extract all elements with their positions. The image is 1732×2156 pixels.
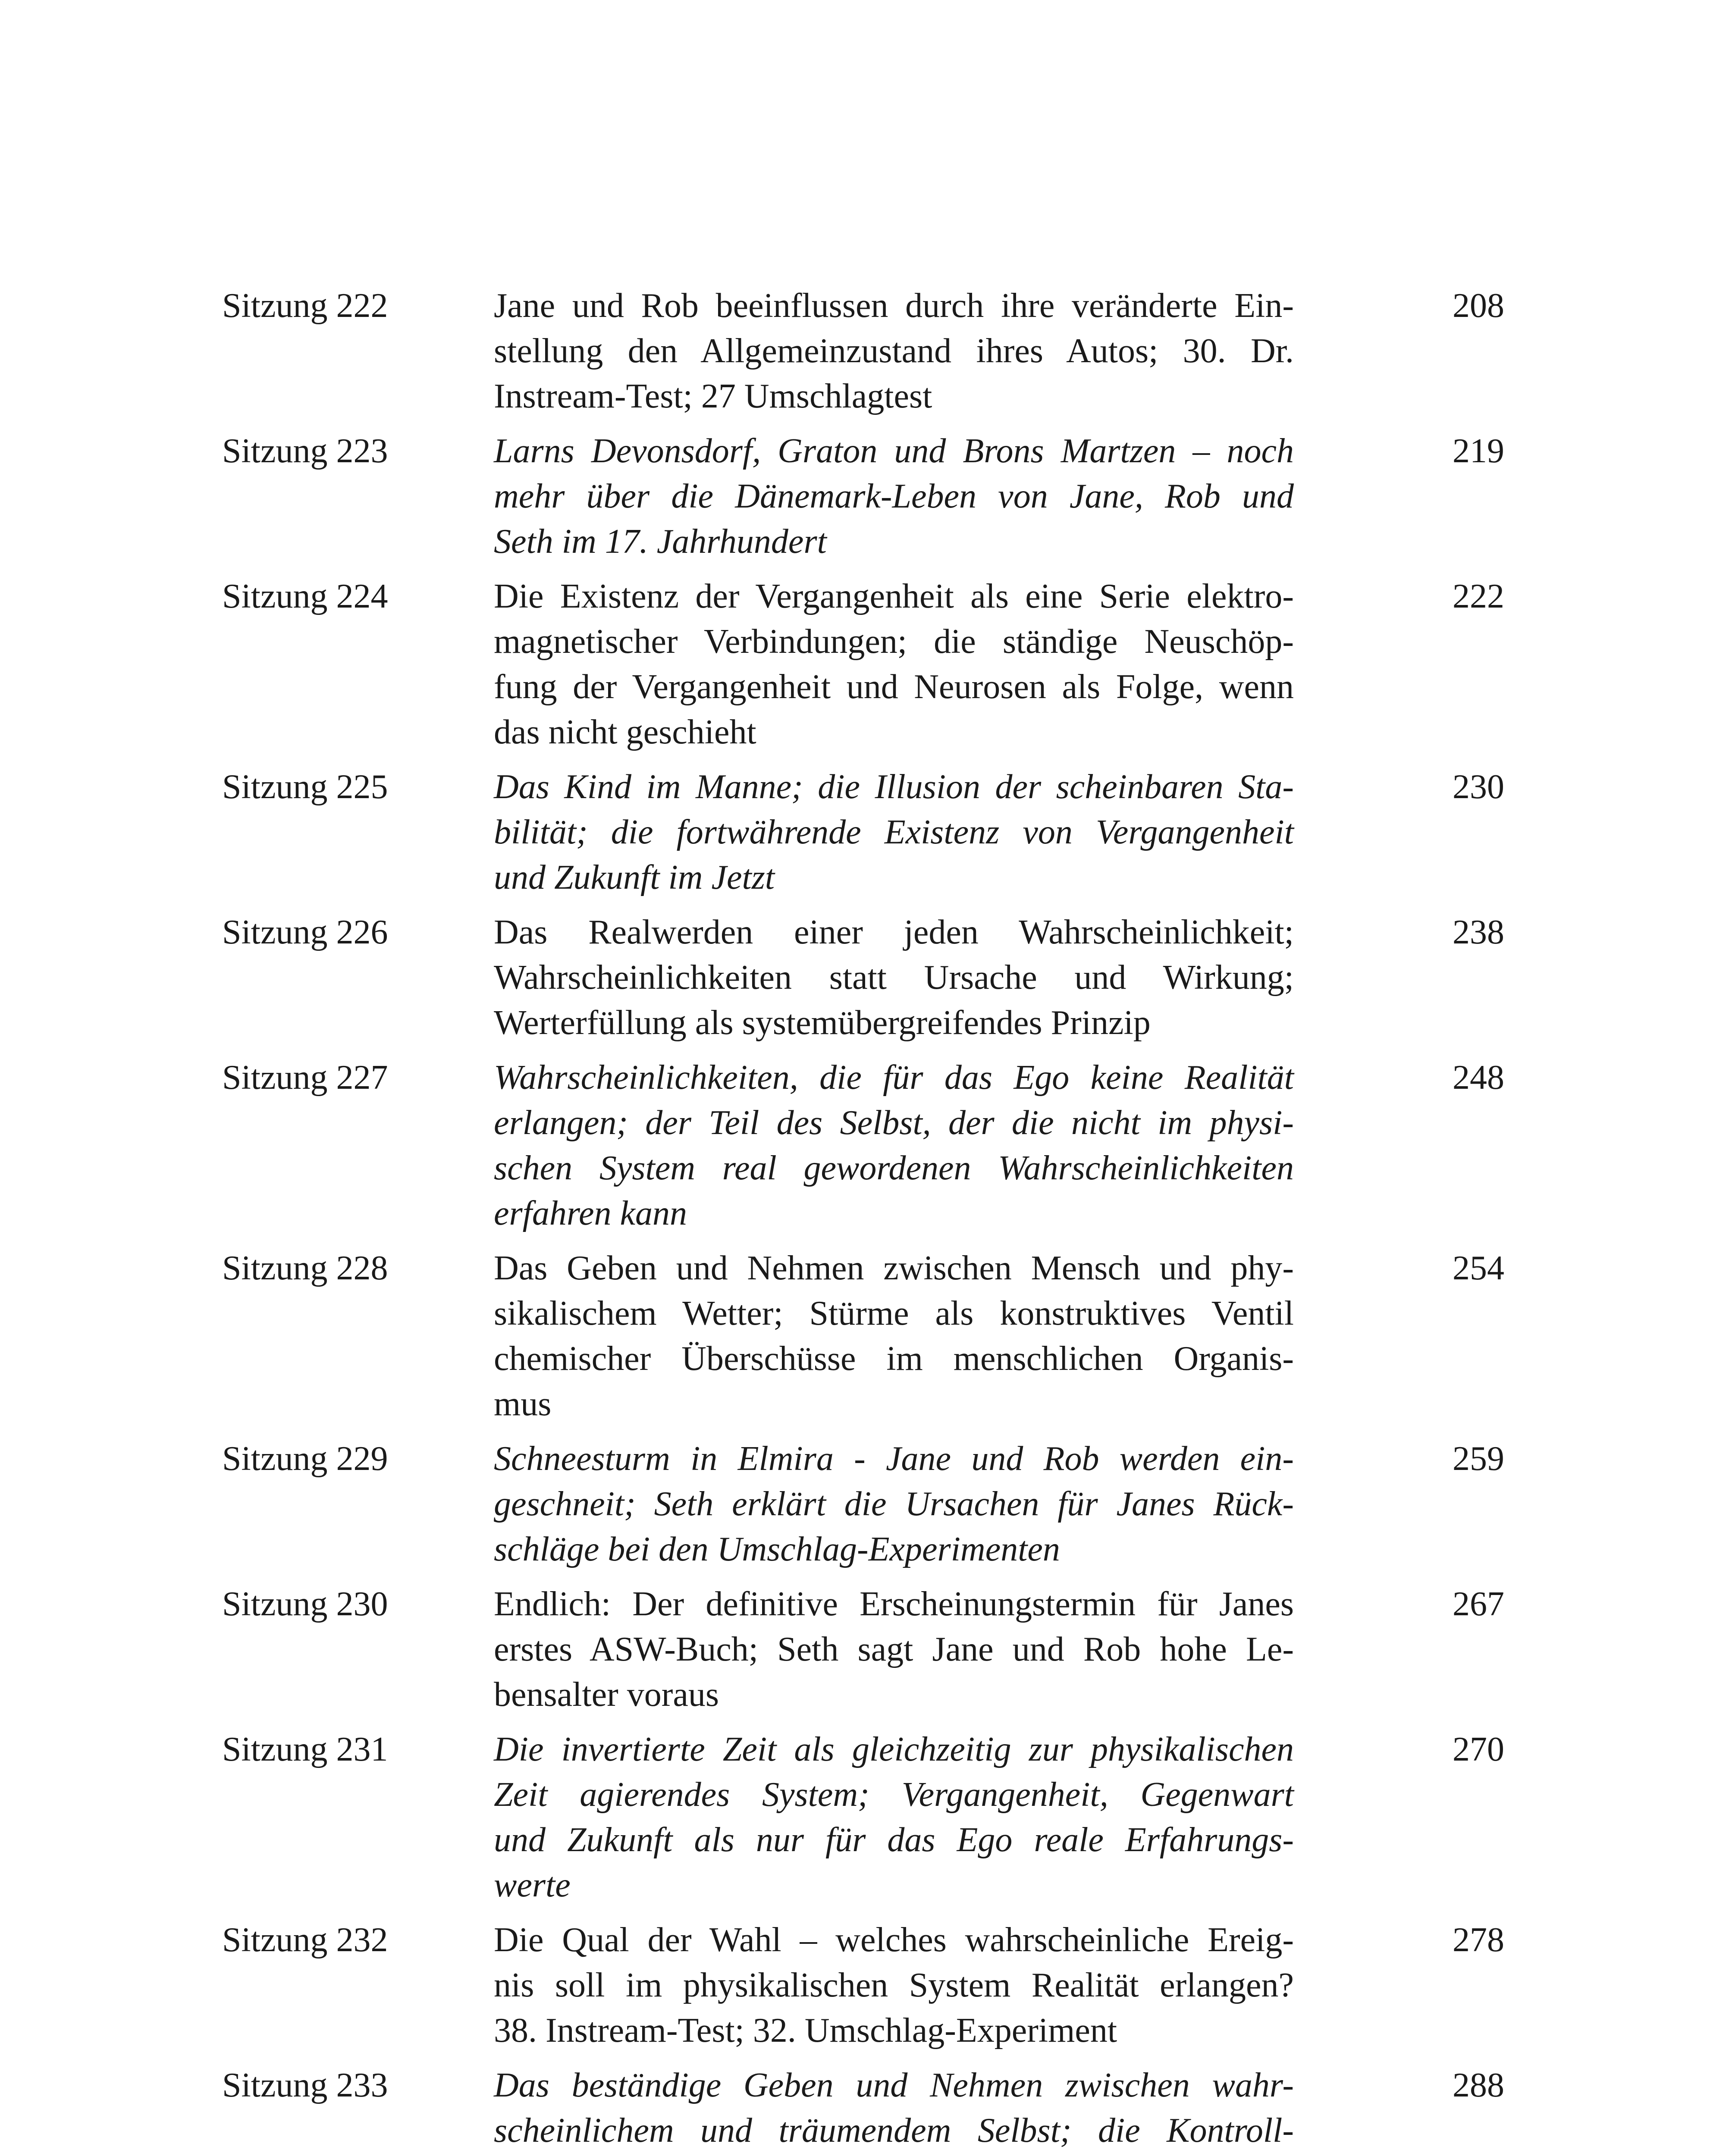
description-line: bensalter voraus xyxy=(494,1676,719,1714)
description-line: scheinlichem und träumendem Selbst; die Kontroll- xyxy=(494,2112,1294,2150)
session-description xyxy=(494,574,1294,755)
session-description xyxy=(494,1246,1294,1427)
description-line: Die Qual der Wahl – welches wahrscheinliche Ereig- xyxy=(494,1921,1294,1959)
description-line: schen System real gewordenen Wahrscheinlichkeiten xyxy=(494,1149,1294,1187)
toc-entry xyxy=(0,1582,1732,1717)
toc-entry xyxy=(0,283,1732,419)
page-number: 270 xyxy=(1453,1730,1504,1768)
description-line: schläge bei den Umschlag-Experimenten xyxy=(494,1530,1060,1568)
description-line: mehr über die Dänemark-Leben von Jane, Rob und xyxy=(494,477,1294,515)
description-line: Die Existenz der Vergangenheit als eine Serie elektro- xyxy=(494,577,1294,615)
description-line: mus xyxy=(494,1385,552,1423)
session-description xyxy=(494,765,1294,900)
description-line: Larns Devonsdorf, Graton und Brons Martzen – noch xyxy=(494,432,1294,470)
session-label: Sitzung 230 xyxy=(222,1585,388,1623)
page-number: 222 xyxy=(1453,577,1504,615)
description-line: und Zukunft im Jetzt xyxy=(494,859,775,896)
toc-entry xyxy=(0,574,1732,755)
description-line: erstes ASW-Buch; Seth sagt Jane und Rob hohe Le- xyxy=(494,1630,1294,1668)
toc-entry xyxy=(0,1727,1732,1908)
description-line: 38. Instream-Test; 32. Umschlag-Experiment xyxy=(494,2012,1117,2049)
toc-entry xyxy=(0,1436,1732,1572)
description-line: stellung den Allgemeinzustand ihres Autos; 30. Dr. xyxy=(494,332,1294,370)
toc-entry xyxy=(0,2063,1732,2156)
description-line: Schneesturm in Elmira - Jane und Rob werden ein- xyxy=(494,1440,1294,1478)
session-label: Sitzung 229 xyxy=(222,1440,388,1478)
page-number: 219 xyxy=(1453,432,1504,470)
toc-entry xyxy=(0,1246,1732,1427)
session-description xyxy=(494,429,1294,564)
toc-entry xyxy=(0,910,1732,1046)
session-description xyxy=(494,1055,1294,1236)
description-line: chemischer Überschüsse im menschlichen Organis- xyxy=(494,1340,1294,1378)
session-label: Sitzung 227 xyxy=(222,1059,388,1097)
page-number: 278 xyxy=(1453,1921,1504,1959)
toc-entry xyxy=(0,1055,1732,1236)
description-line xyxy=(494,2153,1294,2156)
description-line: Das Realwerden einer jeden Wahrscheinlichkeit; xyxy=(494,913,1294,951)
session-label: Sitzung 222 xyxy=(222,287,388,325)
page-number: 267 xyxy=(1453,1585,1504,1623)
page-number: 248 xyxy=(1453,1059,1504,1097)
session-description xyxy=(494,1727,1294,1908)
description-line: das nicht geschieht xyxy=(494,713,756,751)
page-number: 208 xyxy=(1453,287,1504,325)
session-description xyxy=(494,1436,1294,1572)
session-label: Sitzung 225 xyxy=(222,768,388,806)
session-description xyxy=(494,1582,1294,1717)
page-number: 230 xyxy=(1453,768,1504,806)
description-line: fung der Vergangenheit und Neurosen als Folge, wenn xyxy=(494,668,1294,706)
description-line: nis soll im physikalischen System Realität erlangen? xyxy=(494,1966,1294,2004)
description-line: Das Kind im Manne; die Illusion der scheinbaren Sta- xyxy=(494,768,1294,806)
description-line: Werterfüllung als systemübergreifendes Prinzip xyxy=(494,1004,1151,1042)
description-line: werte xyxy=(494,1866,571,1904)
session-description xyxy=(494,1918,1294,2053)
session-label: Sitzung 224 xyxy=(222,577,388,615)
session-label: Sitzung 223 xyxy=(222,432,388,470)
description-line: sikalischem Wetter; Stürme als konstruktives Ventil xyxy=(494,1294,1294,1332)
description-line: Das Geben und Nehmen zwischen Mensch und phy- xyxy=(494,1249,1294,1287)
description-line: Das beständige Geben und Nehmen zwischen wahr- xyxy=(494,2066,1294,2104)
description-line: und Zukunft als nur für das Ego reale Erfahrungs- xyxy=(494,1821,1294,1859)
description-line: Instream-Test; 27 Umschlagtest xyxy=(494,377,932,415)
page-number: 288 xyxy=(1453,2066,1504,2104)
session-label: Sitzung 228 xyxy=(222,1249,388,1287)
session-label: Sitzung 233 xyxy=(222,2066,388,2104)
session-label: Sitzung 232 xyxy=(222,1921,388,1959)
toc-entry xyxy=(0,765,1732,900)
toc-entry xyxy=(0,1918,1732,2053)
description-line: erfahren kann xyxy=(494,1194,687,1232)
description-line: geschneit; Seth erklärt die Ursachen für Janes Rück- xyxy=(494,1485,1294,1523)
session-label: Sitzung 231 xyxy=(222,1730,388,1768)
description-line: magnetischer Verbindungen; die ständige Neuschöp- xyxy=(494,623,1294,661)
table-of-contents xyxy=(0,283,1732,2156)
session-description xyxy=(494,2063,1294,2156)
description-line: bilität; die fortwährende Existenz von Vergangenheit xyxy=(494,813,1294,851)
description-line: Endlich: Der definitive Erscheinungstermin für Janes xyxy=(494,1585,1294,1623)
description-line: Die invertierte Zeit als gleichzeitig zur physikalischen xyxy=(494,1730,1294,1768)
session-description xyxy=(494,283,1294,419)
description-line: erlangen; der Teil des Selbst, der die nicht im physi- xyxy=(494,1104,1294,1142)
session-label: Sitzung 226 xyxy=(222,913,388,951)
page-number: 238 xyxy=(1453,913,1504,951)
page-number: 254 xyxy=(1453,1249,1504,1287)
description-line: Wahrscheinlichkeiten, die für das Ego keine Realität xyxy=(494,1059,1294,1097)
session-description xyxy=(494,910,1294,1046)
description-line: Wahrscheinlichkeiten statt Ursache und Wirkung; xyxy=(494,959,1294,997)
description-line: Zeit agierendes System; Vergangenheit, Gegenwart xyxy=(494,1776,1294,1814)
page-number: 259 xyxy=(1453,1440,1504,1478)
description-line: Jane und Rob beeinflussen durch ihre veränderte Ein- xyxy=(494,287,1294,325)
description-line: Seth im 17. Jahrhundert xyxy=(494,523,827,561)
toc-entry xyxy=(0,429,1732,564)
